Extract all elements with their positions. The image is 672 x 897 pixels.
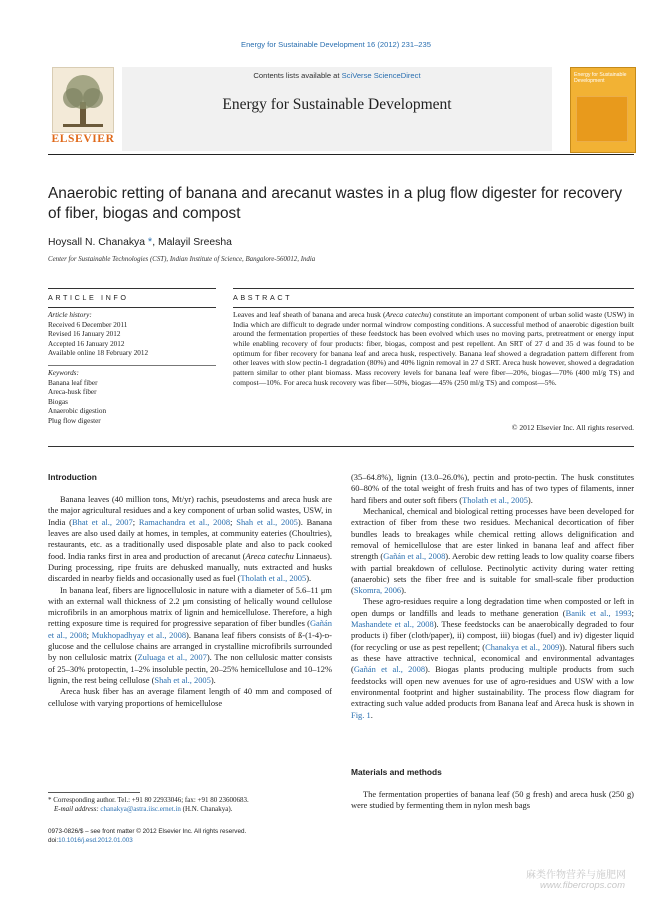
citation-link[interactable]: Ramachandra et al., 2008: [138, 516, 231, 527]
abstract-rule-top: [233, 288, 634, 289]
text: ).: [527, 494, 533, 505]
email-link[interactable]: chanakya@astra.iisc.ernet.in: [100, 805, 181, 814]
text: ).: [401, 585, 407, 596]
right-paragraph-1: [351, 472, 634, 506]
text: (35–64.8%), lignin (13.0–26.0%), pectin and proto-pectin. The husk constitutes 60–80% of the total weight of fresh fruits and has of two types of filaments, inner hard fibers and outer soft fibers (: [351, 472, 634, 505]
keyword: Biogas: [48, 397, 68, 406]
author-1[interactable]: Hoysall N. Chanakya: [48, 237, 146, 248]
sciencedirect-link[interactable]: SciVerse ScienceDirect: [341, 71, 421, 80]
keyword: Banana leaf fiber: [48, 378, 98, 387]
email-suffix: (H.N. Chanakya).: [182, 805, 233, 814]
author-list: [48, 236, 232, 248]
text: ). The non cellulosic matter consists of 25–30% protopectin, 1–2% insoluble pectin, 20–25% hemicellulose and 10–12% lignin, the rest being cellulose (: [48, 652, 332, 685]
text: ). Biogas plants producing multiple products from such feedstocks will open new avenues for use of agro-residues and USW with a low environmental footprint and higher sustainability. The process flow diagram for extracting such value added products from Banana leaf and Areca husk is shown in: [351, 664, 634, 709]
figure-link[interactable]: Fig. 1: [351, 709, 371, 720]
elsevier-tree-icon: [52, 67, 114, 133]
citation-link[interactable]: Tholath et al., 2005: [462, 494, 528, 505]
citation-link[interactable]: Mashandete et al., 2008: [351, 619, 434, 630]
right-paragraph-3: [351, 596, 634, 720]
title-line-2: of fiber, biogas and compost: [48, 205, 241, 222]
text: ).: [306, 573, 312, 584]
methods-paragraph-1: The fermentation properties of banana leaf (50 g fresh) and areca husk (250 g) were studied by fermenting them in nylon mesh bags: [351, 789, 634, 811]
front-matter: [48, 827, 348, 846]
text: ;: [86, 629, 92, 640]
abstract-text-part: Leaves and leaf sheath of banana and areca husk (: [233, 310, 386, 319]
keyword: Plug flow digester: [48, 416, 101, 425]
intro-paragraph-1: [48, 494, 332, 585]
citation-link[interactable]: Skomra, 2006: [353, 585, 402, 596]
text: ).: [210, 675, 216, 685]
text: Banana leaves (40 million tons, Mt/yr) rachis, pseudostems and areca husk are the major agricultural residues and a key component of urban solid wastes, USW, in India (: [48, 494, 332, 527]
article-info-heading: ARTICLE INFO: [48, 293, 129, 302]
watermark-text: 麻类作物营养与施肥网: [526, 870, 626, 881]
citation-link[interactable]: Gañán et al., 2008: [48, 618, 332, 640]
author-separator: ,: [152, 237, 156, 248]
right-column: [351, 472, 634, 721]
publisher-logo[interactable]: ELSEVIER: [51, 133, 115, 145]
contents-line: [122, 71, 552, 80]
text: .: [370, 709, 373, 720]
citation-link[interactable]: Tholath et al., 2005: [240, 573, 307, 584]
species-name: Areca catechu: [245, 550, 294, 561]
abstract-text-part: ) constitute an important component of urban solid waste (USW) in India which are difficult to degrade under normal windrow composting conditions. A successful method of anaerobic digestion built around the fermentation properties of these feedstock has been evolved which uses no moving parts, pretreatment or energy input while enabling recovery of four products: fiber, biogas, compost and pest repellent. An SRT of 27 d and 35 d was found to be optimum for fiber recovery for banana leaf and areca husk, respectively. Banana leaf showed a degradation pattern different from other leaves with slow pectin-1 degradation (80%) and 40% lignin removal in 27 d SRT. Areca husk however, showed a degradation pattern similar to other plant biomass. Mass recovery levels for banana leaf were fiber—20%, biogas—70% (400 ml/g TS) and compost—10%. For areca husk recovery was fiber—50%, biogas—45% (250 ml/g TS) and compost—5%.: [233, 310, 634, 387]
contents-prefix: Contents lists available at: [253, 71, 340, 80]
abstract-copyright: © 2012 Elsevier Inc. All rights reserved.: [511, 423, 634, 432]
cover-image-icon: [576, 96, 628, 142]
footnote: [48, 796, 338, 814]
history-item: Revised 16 January 2012: [48, 330, 121, 339]
text: ). Aerobic dew retting leads to low quality coarse fibers with partial breakdown of cellulose. Pectinolytic activity during water retting (anaerobic) sets the fiber free and is suitable for small-scale fiber production (: [351, 551, 634, 596]
citation-link[interactable]: Shah et al., 2005: [154, 675, 211, 685]
text: ). These feedstocks can be anaerobically degraded to four products i) fiber (cloth/paper), ii) compost, iii) biogas (fuel) and iv) digester liquid (for recycling or use as pest repellent; (: [351, 619, 634, 652]
abstract-text: [233, 310, 634, 387]
intro-paragraph-2: [48, 585, 332, 687]
info-divider: [48, 365, 216, 366]
info-rule: [48, 307, 216, 308]
history-item: Received 6 December 2011: [48, 320, 128, 329]
citation-link[interactable]: Gañán et al., 2008: [353, 664, 426, 675]
keywords-label: Keywords:: [48, 368, 79, 377]
footnote-rule: [48, 792, 140, 793]
introduction-heading: Introduction: [48, 472, 97, 482]
issn-line: 0973-0826/$ – see front matter © 2012 Elsevier Inc. All rights reserved.: [48, 828, 247, 835]
text: Mechanical, chemical and biological retting processes have been developed for extraction of fiber from these two residues. Mechanical decortication of fiber bundles leads to breakages while chemical retting allows delignification and removal of hemicellulose that are ester linked in banana leaf and affect fiber strength (: [351, 505, 634, 562]
corresponding-author: * Corresponding author. Tel.: +91 80 22933046; fax: +91 80 23600683.: [48, 796, 249, 804]
doi-link[interactable]: 10.1016/j.esd.2012.01.003: [58, 837, 133, 845]
email-line: [48, 805, 338, 814]
doi-line: [48, 836, 348, 845]
cover-title: Energy for Sustainable Development: [574, 72, 627, 85]
citation-link[interactable]: Gañán et al., 2008: [383, 551, 446, 562]
text: ). Banana leaves are also used daily at homes, in temples, at community eateries (Choultries), restaurants, etc. as a traditionally used disposable plate and also to pack cooked food. India ranks first in area and production of arecanut (: [48, 516, 332, 561]
article-info: [48, 311, 216, 427]
history-label: Article history:: [48, 311, 92, 319]
article-title: [48, 184, 648, 224]
journal-name[interactable]: Energy for Sustainable Development: [222, 96, 452, 113]
info-rule-top: [48, 288, 216, 289]
corresponding-mark[interactable]: *: [147, 236, 153, 248]
keyword: Anaerobic digestion: [48, 407, 107, 416]
citation-link[interactable]: Zuluaga et al., 2007: [137, 652, 207, 663]
text: Linnaeus). During processing, ripe fruits are dehusked manually, nuts extracted and husks discarded in nearby fields and occasionally used as fuel (: [48, 550, 332, 584]
doi-prefix: doi:: [48, 837, 59, 845]
right-paragraph-2: [351, 506, 634, 597]
title-line-1: Anaerobic retting of banana and arecanut wastes in a plug flow digester for recovery: [48, 185, 623, 202]
keyword: Areca-husk fiber: [48, 388, 97, 397]
header-bottom-rule: [48, 446, 634, 447]
affiliation: Center for Sustainable Technologies (CST), Indian Institute of Science, Bangalore-560012, India: [48, 256, 316, 263]
text: )). Natural fibers such as these have attractive technical, economical and environmental advantages (: [351, 641, 634, 675]
citation-link[interactable]: Chanakya et al., 2009: [485, 641, 560, 652]
author-2[interactable]: Malayil Sreesha: [157, 237, 232, 248]
citation-link[interactable]: Shah et al., 2005: [236, 516, 298, 527]
text: ;: [230, 516, 237, 527]
materials-methods-heading: Materials and methods: [351, 767, 442, 777]
watermark-url: www.fibercrops.com: [540, 880, 625, 891]
methods-text: [351, 789, 634, 812]
abstract-rule: [233, 307, 634, 308]
history-item: Accepted 16 January 2012: [48, 339, 125, 348]
abstract-heading: ABSTRACT: [233, 293, 293, 302]
intro-paragraph-3: Areca husk fiber has an average filament length of 40 mm and composed of cellulose with varying proportions of hemicellulose: [48, 686, 332, 708]
citation-link[interactable]: Banik et al., 1993: [565, 607, 632, 618]
text: ). Banana leaf fibers consists of ß-(1-4)-ᴅ-glucose and the cellulose chains are arranged in crystalline microfibrils surrounded by non cellulosic matrix (: [48, 629, 332, 663]
history-item: Available online 18 February 2012: [48, 349, 149, 358]
text: These agro-residues require a long degradation time when composted or left in open dumps or landfills and leads to methane generation (: [351, 596, 634, 618]
abstract-species: Areca catechu: [385, 310, 429, 319]
journal-reference[interactable]: Energy for Sustainable Development 16 (2012) 231–235: [241, 40, 431, 49]
text: ;: [132, 516, 139, 527]
email-label: E-mail address:: [54, 805, 99, 814]
text: In banana leaf, fibers are lignocellulosic in nature with a diameter of 5.6–11 μm with an external wall thickness of 2.2 μm consisting of helically wound cellulose microfibrils in an amorphous matrix of lignin and hemicellulose. Therefore, a high retting exposure time is required for progressive separation of fiber bundles (: [48, 584, 332, 629]
citation-link[interactable]: Bhat et al., 2007: [71, 516, 133, 527]
citation-link[interactable]: Mukhopadhyay et al., 2008: [91, 629, 187, 640]
left-column: [48, 494, 332, 709]
text: ;: [631, 607, 634, 618]
